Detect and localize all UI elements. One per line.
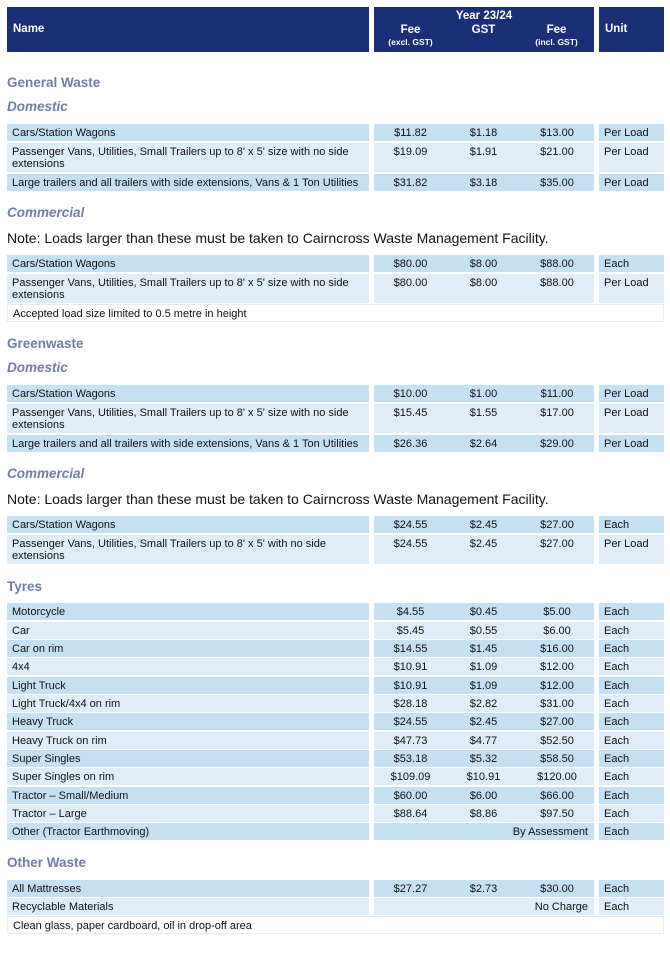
row-gst: $2.45 [447, 535, 520, 564]
table-row [7, 603, 664, 620]
row-name: Light Truck/4x4 on rim [7, 695, 369, 712]
row-fee-excl: $80.00 [374, 255, 447, 272]
section-other-waste: Other Waste [7, 855, 87, 870]
row-name: Cars/Station Wagons [7, 385, 369, 402]
row-fee-incl: $66.00 [520, 787, 594, 804]
section-tyres: Tyres [7, 579, 43, 594]
row-name: Large trailers and all trailers with side extensions, Vans & 1 Ton Utilities [7, 174, 369, 191]
row-name: Tractor – Small/Medium [7, 787, 369, 804]
row-fee-excl: $14.55 [374, 640, 447, 657]
table-row [7, 768, 664, 785]
row-gst: $8.86 [447, 805, 520, 822]
header-name: Name [7, 7, 369, 52]
row-gst: $0.55 [447, 622, 520, 639]
row-fee-incl: $120.00 [520, 768, 594, 785]
row-unit: Per Load [599, 385, 664, 402]
row-unit: Each [599, 677, 664, 694]
row-fee-no-charge: No Charge [374, 898, 594, 915]
row-unit: Per Load [599, 124, 664, 141]
general-commercial-note: Note: Loads larger than these must be taken to Cairncross Waste Management Facility. [7, 230, 549, 246]
header-fee-incl [520, 24, 593, 48]
row-fee-incl: $16.00 [520, 640, 594, 657]
table-row [7, 385, 664, 402]
row-gst: $3.18 [447, 174, 520, 191]
row-fee-excl: $15.45 [374, 404, 447, 433]
row-gst: $1.09 [447, 658, 520, 675]
row-fee-excl: $24.55 [374, 535, 447, 564]
row-unit: Each [599, 805, 664, 822]
row-fee-excl: $53.18 [374, 750, 447, 767]
row-name: Passenger Vans, Utilities, Small Trailers up to 8' x 5' with no side extensions [7, 535, 369, 564]
row-name: Tractor – Large [7, 805, 369, 822]
row-gst: $2.64 [447, 435, 520, 452]
row-unit: Each [599, 787, 664, 804]
greenwaste-commercial-note: Note: Loads larger than these must be taken to Cairncross Waste Management Facility. [7, 491, 549, 507]
row-fee-incl: $6.00 [520, 622, 594, 639]
row-name: Cars/Station Wagons [7, 124, 369, 141]
row-name: Recyclable Materials [7, 898, 369, 915]
row-fee-excl: $10.91 [374, 658, 447, 675]
row-gst: $1.18 [447, 124, 520, 141]
row-name: 4x4 [7, 658, 369, 675]
row-fee-incl: $88.00 [520, 255, 594, 272]
table-row [7, 713, 664, 730]
row-fee-incl: $30.00 [520, 880, 594, 897]
row-name: Heavy Truck [7, 713, 369, 730]
row-name: Other (Tractor Earthmoving) [7, 823, 369, 840]
row-fee-assessment: By Assessment [374, 823, 594, 840]
row-unit: Each [599, 898, 664, 915]
table-row [7, 124, 664, 141]
row-name: Car on rim [7, 640, 369, 657]
row-gst: $1.00 [447, 385, 520, 402]
row-fee-excl: $19.09 [374, 143, 447, 172]
row-fee-incl: $21.00 [520, 143, 594, 172]
row-unit: Each [599, 880, 664, 897]
header-fee-excl-sub: (excl. GST) [388, 37, 433, 47]
subsection-general-domestic: Domestic [7, 99, 68, 114]
row-fee-excl: $5.45 [374, 622, 447, 639]
row-name: Super Singles [7, 750, 369, 767]
row-fee-incl: $12.00 [520, 658, 594, 675]
row-gst: $2.82 [447, 695, 520, 712]
row-gst: $1.45 [447, 640, 520, 657]
row-fee-incl: $12.00 [520, 677, 594, 694]
header-unit: Unit [599, 7, 664, 52]
table-row [7, 658, 664, 675]
row-unit: Each [599, 516, 664, 533]
table-row [7, 535, 664, 564]
header-year: Year 23/24 [455, 10, 513, 22]
section-greenwaste: Greenwaste [7, 336, 84, 351]
row-gst: $1.09 [447, 677, 520, 694]
row-unit: Each [599, 255, 664, 272]
row-unit: Per Load [599, 535, 664, 564]
header-fee-excl [374, 24, 447, 48]
section-general-waste: General Waste [7, 75, 101, 90]
row-fee-incl: $27.00 [520, 535, 594, 564]
row-fee-incl: $27.00 [520, 516, 594, 533]
row-unit: Each [599, 695, 664, 712]
row-name: Large trailers and all trailers with side extensions, Vans & 1 Ton Utilities [7, 435, 369, 452]
row-fee-excl: $4.55 [374, 603, 447, 620]
table-row [7, 516, 664, 533]
row-fee-excl: $88.64 [374, 805, 447, 822]
row-fee-incl: $35.00 [520, 174, 594, 191]
row-gst: $2.45 [447, 516, 520, 533]
row-fee-excl: $31.82 [374, 174, 447, 191]
table-row [7, 823, 664, 840]
row-unit: Each [599, 823, 664, 840]
row-unit: Per Load [599, 274, 664, 303]
row-fee-incl: $58.50 [520, 750, 594, 767]
general-commercial-footnote: Accepted load size limited to 0.5 metre in height [7, 304, 664, 322]
row-fee-excl: $11.82 [374, 124, 447, 141]
row-unit: Per Load [599, 143, 664, 172]
table-row [7, 787, 664, 804]
row-fee-excl: $24.55 [374, 713, 447, 730]
subsection-general-commercial: Commercial [7, 205, 85, 220]
table-row [7, 404, 664, 433]
row-fee-incl: $5.00 [520, 603, 594, 620]
row-gst: $4.77 [447, 732, 520, 749]
row-fee-excl: $47.73 [374, 732, 447, 749]
table-row [7, 143, 664, 172]
table-row [7, 640, 664, 657]
row-fee-incl: $52.50 [520, 732, 594, 749]
table-row [7, 805, 664, 822]
row-fee-excl: $10.91 [374, 677, 447, 694]
header-year-group [374, 7, 594, 52]
row-unit: Each [599, 658, 664, 675]
row-fee-incl: $29.00 [520, 435, 594, 452]
table-row [7, 274, 664, 303]
row-gst: $10.91 [447, 768, 520, 785]
row-unit: Each [599, 750, 664, 767]
row-unit: Each [599, 622, 664, 639]
row-unit: Per Load [599, 404, 664, 433]
header-fee-incl-sub: (incl. GST) [535, 37, 578, 47]
row-fee-incl: $17.00 [520, 404, 594, 433]
row-gst: $2.73 [447, 880, 520, 897]
row-name: Passenger Vans, Utilities, Small Trailers up to 8' x 5' size with no side extensions [7, 274, 369, 303]
other-waste-footnote: Clean glass, paper cardboard, oil in drop-off area [7, 916, 664, 934]
row-fee-incl: $11.00 [520, 385, 594, 402]
row-fee-incl: $27.00 [520, 713, 594, 730]
table-row [7, 732, 664, 749]
row-name: Car [7, 622, 369, 639]
row-unit: Each [599, 713, 664, 730]
row-gst: $1.91 [447, 143, 520, 172]
row-fee-excl: $60.00 [374, 787, 447, 804]
table-row [7, 677, 664, 694]
row-name: Super Singles on rim [7, 768, 369, 785]
row-name: Cars/Station Wagons [7, 516, 369, 533]
row-unit: Per Load [599, 174, 664, 191]
subsection-greenwaste-domestic: Domestic [7, 360, 68, 375]
subsection-greenwaste-commercial: Commercial [7, 466, 85, 481]
row-fee-excl: $24.55 [374, 516, 447, 533]
row-fee-incl: $97.50 [520, 805, 594, 822]
row-unit: Each [599, 640, 664, 657]
row-gst: $2.45 [447, 713, 520, 730]
row-name: Passenger Vans, Utilities, Small Trailers up to 8' x 5' size with no side extensions [7, 143, 369, 172]
row-fee-incl: $13.00 [520, 124, 594, 141]
table-row [7, 255, 664, 272]
header-fee-excl-label: Fee [400, 24, 421, 36]
table-row [7, 435, 664, 452]
row-fee-incl: $88.00 [520, 274, 594, 303]
row-fee-excl: $80.00 [374, 274, 447, 303]
row-fee-incl: $31.00 [520, 695, 594, 712]
row-unit: Each [599, 603, 664, 620]
row-gst: $8.00 [447, 274, 520, 303]
table-row [7, 695, 664, 712]
row-unit: Each [599, 768, 664, 785]
row-name: Light Truck [7, 677, 369, 694]
row-name: Motorcycle [7, 603, 369, 620]
row-gst: $5.32 [447, 750, 520, 767]
footnote-row [7, 304, 664, 322]
table-row [7, 880, 664, 897]
row-fee-excl: $109.09 [374, 768, 447, 785]
row-fee-excl: $27.27 [374, 880, 447, 897]
row-name: Heavy Truck on rim [7, 732, 369, 749]
row-gst: $8.00 [447, 255, 520, 272]
table-row [7, 898, 664, 915]
table-row [7, 174, 664, 191]
row-gst: $6.00 [447, 787, 520, 804]
row-fee-excl: $10.00 [374, 385, 447, 402]
row-gst: $1.55 [447, 404, 520, 433]
row-fee-excl: $26.36 [374, 435, 447, 452]
row-fee-excl: $28.18 [374, 695, 447, 712]
row-name: Cars/Station Wagons [7, 255, 369, 272]
row-unit: Per Load [599, 435, 664, 452]
header-fee-incl-label: Fee [546, 24, 567, 36]
row-gst: $0.45 [447, 603, 520, 620]
row-unit: Each [599, 732, 664, 749]
row-name: All Mattresses [7, 880, 369, 897]
table-row [7, 750, 664, 767]
table-row [7, 622, 664, 639]
row-name: Passenger Vans, Utilities, Small Trailers up to 8' x 5' size with no side extensions [7, 404, 369, 433]
header-gst: GST [471, 24, 496, 36]
footnote-row [7, 916, 664, 934]
